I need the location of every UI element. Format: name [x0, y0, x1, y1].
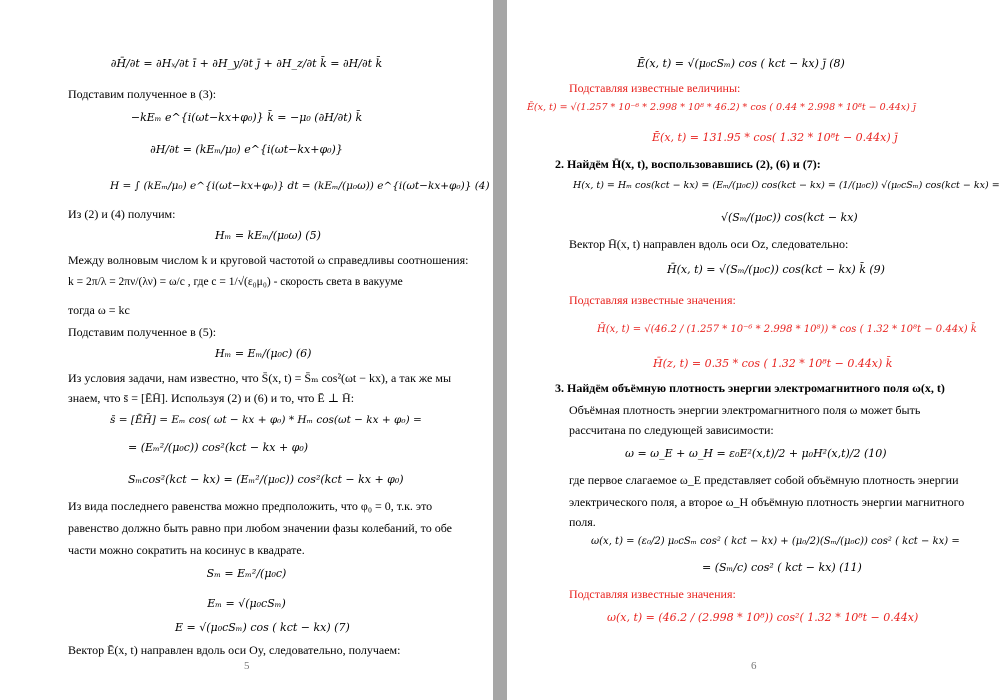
text-line-red: Подставляя известные значения:: [569, 293, 736, 307]
section-heading-3: 3. Найдём объёмную плотность энергии электромагнитного поля ω(x, t): [555, 381, 945, 395]
equation-7: E = √(μ₀cSₘ) cos ( kct − kx) (7): [175, 621, 350, 634]
page-number: 5: [244, 660, 250, 672]
text-line-red: Подставляя известные значения:: [569, 587, 736, 601]
text-line: k = 2π/λ = 2πν/(λν) = ω/c , где c = 1/√(ε₀μ₀) - скорость света в вакууме: [68, 276, 403, 288]
section-heading-2: 2. Найдём H̄(x, t), воспользовавшись (2), (6) и (7):: [555, 157, 821, 171]
equation-8: Ē(x, t) = √(μ₀cSₘ) cos ( kct − kx) j̄ (8): [637, 57, 845, 70]
equation-6: Hₘ = Eₘ/(μ₀c) (6): [215, 347, 312, 360]
equation-line: s̄ = [ĒH̄] = Eₘ cos( ωt − kx + φ₀) * Hₘ cos(ωt − kx + φ₀) =: [110, 414, 422, 426]
text-line: тогда ω = kc: [68, 303, 130, 317]
text-line: части можно сократить на косинус в квадрате.: [68, 543, 305, 557]
equation-line: Sₘ = Eₘ²/(μ₀c): [206, 567, 287, 580]
text-line: равенство должно быть равно при любом значении фазы колебаний, то обе: [68, 521, 453, 535]
text-line: Подставим полученное в (3):: [68, 87, 217, 101]
equation-5: Hₘ = kEₘ/(μ₀ω) (5): [215, 229, 321, 242]
page-number: 6: [751, 660, 757, 672]
text-line: Из вида последнего равенства можно предположить, что φ₀ = 0, т.к. это: [68, 499, 433, 513]
text-line: Вектор H̄(x, t) направлен вдоль оси Oz, следовательно:: [569, 237, 849, 251]
text-line-red: Подставляя известные величины:: [569, 81, 741, 95]
equation-line-red: H̄(z, t) = 0.35 * cos ( 1.32 * 10⁸t − 0.44x) k̄: [653, 357, 893, 370]
text-line: Из (2) и (4) получим:: [68, 207, 176, 221]
text-line: Объёмная плотность энергии электромагнитного поля ω может быть: [569, 403, 921, 417]
equation-line: Sₘcos²(kct − kx) = (Eₘ²/(μ₀c)) cos²(kct − kx + φ₀): [128, 473, 404, 486]
text-line: знаем, что s̄ = [ĒH̄]. Используя (2) и (6) и то, что Ē ⊥ H̄:: [68, 391, 355, 405]
equation-line: ω(x, t) = (ε₀/2) μ₀cSₘ cos² ( kct − kx) + (μ₀/2)(Sₘ/(μ₀c)) cos² ( kct − kx) =: [591, 536, 960, 547]
text-line: Подставим полученное в (5):: [68, 325, 217, 339]
equation-line-red: ω(x, t) = (46.2 / (2.998 * 10⁸)) cos²( 1.32 * 10⁸t − 0.44x): [607, 611, 919, 624]
equation-9: H̄(x, t) = √(Sₘ/(μ₀c)) cos(kct − kx) k̄ (9): [667, 263, 885, 276]
equation-line: = (Eₘ²/(μ₀c)) cos²(kct − kx + φ₀): [128, 441, 309, 454]
equation-line: H(x, t) = Hₘ cos(kct − kx) = (Eₘ/(μ₀c)) cos(kct − kx) = (1/(μ₀c)) √(μ₀cSₘ) cos(kct − kx) =: [573, 180, 1000, 191]
equation-line: −kEₘ e^{i(ωt−kx+φ₀)} k̄ = −μ₀ (∂H/∂t) k̄: [130, 111, 363, 124]
equation-line-red: Ē(x, t) = √(1.257 * 10⁻⁶ * 2.998 * 10⁸ * 46.2) * cos ( 0.44 * 2.998 * 10⁸t − 0.44x) j̄: [527, 102, 916, 113]
text-line: электрического поля, а второе ω_H объёмную плотность энергии магнитного: [569, 495, 965, 509]
equation-10: ω = ω_E + ω_H = ε₀E²(x,t)/2 + μ₀H²(x,t)/2 (10): [625, 447, 887, 460]
equation-line: Eₘ = √(μ₀cSₘ): [207, 597, 286, 610]
text-line: Между волновым числом k и круговой частотой ω справедливы соотношения:: [68, 253, 469, 267]
equation-dH-dt: ∂H̄/∂t = ∂Hₓ/∂t ī + ∂H_y/∂t j̄ + ∂H_z/∂t k̄ = ∂H/∂t k̄: [110, 57, 383, 70]
document-page-5: [0, 0, 493, 700]
equation-11: = (Sₘ/c) cos² ( kct − kx) (11): [702, 561, 862, 574]
text-line: поля.: [569, 515, 596, 529]
document-page-6: [507, 0, 1000, 700]
equation-line-red: Ē(x, t) = 131.95 * cos( 1.32 * 10⁸t − 0.44x) j̄: [652, 131, 898, 144]
equation-line: ∂H/∂t = (kEₘ/μ₀) e^{i(ωt−kx+φ₀)}: [150, 143, 343, 156]
equation-line-red: H̄(x, t) = √(46.2 / (1.257 * 10⁻⁶ * 2.998 * 10⁸)) * cos ( 1.32 * 10⁸t − 0.44x) k̄: [597, 324, 977, 335]
equation-line: √(Sₘ/(μ₀c)) cos(kct − kx): [721, 211, 858, 224]
text-line: где первое слагаемое ω_E представляет собой объёмную плотность энергии: [569, 473, 959, 487]
text-line: Вектор Ē(x, t) направлен вдоль оси Oy, следовательно, получаем:: [68, 643, 401, 657]
equation-4: H = ∫ (kEₘ/μ₀) e^{i(ωt−kx+φ₀)} dt = (kEₘ/(μ₀ω)) e^{i(ωt−kx+φ₀)} (4): [110, 180, 490, 192]
text-line: Из условия задачи, нам известно, что S̄(x, t) = S̄ₘ cos²(ωt − kx), а так же мы: [68, 371, 452, 385]
text-line: рассчитана по следующей зависимости:: [569, 423, 774, 437]
